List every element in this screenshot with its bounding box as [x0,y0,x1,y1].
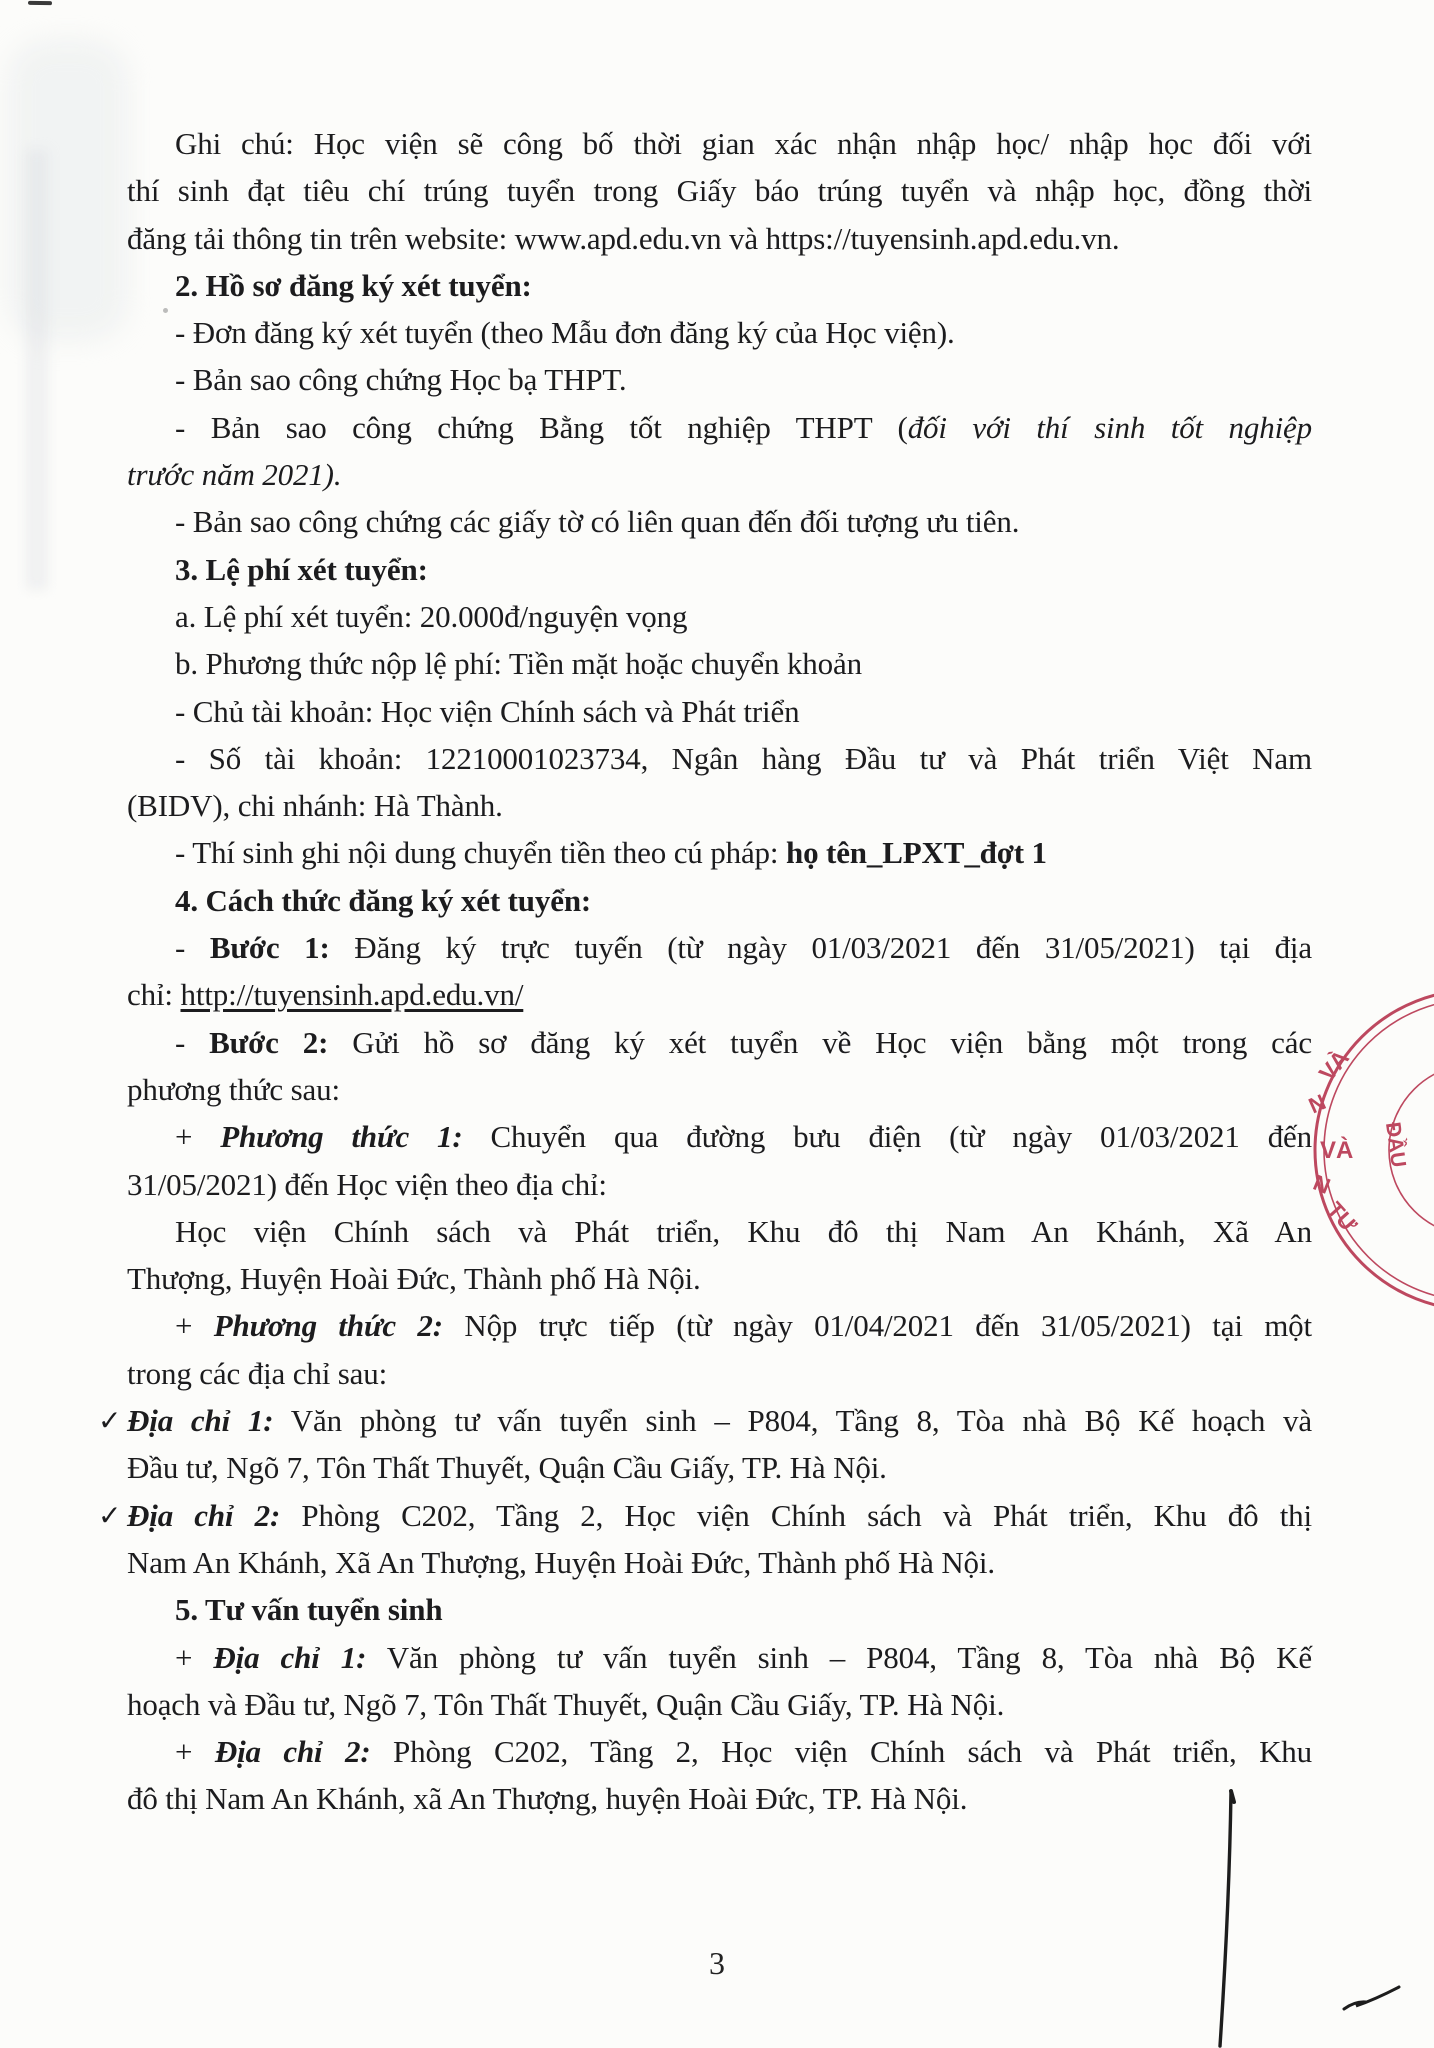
text-run: - Số tài khoản: 12210001023734, Ngân hàng Đầu tư và Phát triển Việt Nam [175,740,1312,776]
text-line [127,640,1312,687]
text-run: Thượng, Huyện Hoài Đức, Thành phố Hà Nội. [127,1261,701,1297]
text-run: Đăng ký trực tuyến (từ ngày 01/03/2021 đến 31/05/2021) tại địa [329,930,1312,966]
text-run: hoạch và Đầu tư, Ngõ 7, Tôn Thất Thuyết, Quận Cầu Giấy, TP. Hà Nội. [127,1686,1005,1722]
text-line [127,829,1312,876]
scan-edge-mark [28,1,52,5]
text-line [127,120,1312,167]
text-line [127,1350,1312,1397]
stamp-letter: VÀ [1320,1137,1354,1164]
checkmark-icon: ✓ [98,1498,122,1532]
text-run: - Bản sao công chứng Học bạ THPT. [175,362,627,398]
text-run: Đầu tư, Ngõ 7, Tôn Thất Thuyết, Quận Cầu Giấy, TP. Hà Nội. [127,1450,887,1486]
text-run: - [175,1024,210,1060]
text-run: Địa chỉ 2: [214,1734,371,1770]
section-3-heading [127,546,1312,593]
text-line [127,1255,1312,1302]
text-line [127,971,1312,1018]
text-run: + [175,1734,215,1770]
text-run: + [175,1308,214,1344]
stamp-letter: N [1304,1089,1330,1119]
text-line [127,1019,1312,1066]
text-line [98,1492,1312,1539]
scan-smudge [26,150,48,590]
text-line [127,1066,1312,1113]
text-line [127,1161,1312,1208]
text-run: 5. Tư vấn tuyển sinh [175,1592,443,1628]
text-run: 2. Hồ sơ đăng ký xét tuyển: [175,267,532,303]
text-run: Ghi chú: Học viện sẽ công bố thời gian xác nhận nhập học/ nhập học đối với [175,126,1312,161]
text-run: họ tên_LPXT_đợt 1 [785,835,1047,871]
text-run: Gửi hồ sơ đăng ký xét tuyển về Học viện bằng một trong các [328,1024,1312,1060]
text-line [127,924,1312,971]
text-line [127,1302,1312,1349]
text-line [127,215,1312,262]
text-run: 3. Lệ phí xét tuyển: [175,551,428,587]
text-line [127,1113,1312,1160]
text-run: Phương thức 2: [213,1308,443,1344]
text-line [127,356,1312,403]
section-5-heading [127,1586,1312,1633]
admission-portal-url: http://tuyensinh.apd.edu.vn/ [180,977,524,1013]
text-run: a. Lệ phí xét tuyển: 20.000đ/nguyện vọng [175,598,688,634]
checkmark-icon: ✓ [98,1404,122,1438]
text-line [127,1444,1312,1491]
text-line [127,735,1312,782]
text-run: Địa chỉ 1: [127,1403,274,1439]
text-run: Bước 2: [209,1024,329,1060]
text-run: Văn phòng tư vấn tuyển sinh – P804, Tầng 8, Tòa nhà Bộ Kế hoạch và [273,1403,1312,1439]
text-run: đối với thí sinh tốt nghiệp [907,409,1312,445]
text-run: đô thị Nam An Khánh, xã An Thượng, huyện Hoài Đức, TP. Hà Nội. [127,1781,968,1817]
text-run: Phòng C202, Tầng 2, Học viện Chính sách và Phát triển, Khu [370,1734,1313,1770]
text-run: Nộp trực tiếp (từ ngày 01/04/2021 đến 31/05/2021) tại một [442,1308,1312,1344]
text-run: Địa chỉ 1: [213,1639,367,1675]
text-run: 4. Cách thức đăng ký xét tuyển: [175,882,592,918]
text-line [127,498,1312,545]
text-run: + [175,1639,214,1675]
stamp-letter: ĐẦU [1380,1120,1410,1169]
text-run: đăng tải thông tin trên website: www.apd.edu.vn và https://tuyensinh.apd.edu.vn. [127,220,1120,256]
text-run: Văn phòng tư vấn tuyển sinh – P804, Tầng 8, Tòa nhà Bộ Kế [366,1639,1312,1675]
text-run: - Bản sao công chứng các giấy tờ có liên quan đến đối tượng ưu tiên. [175,504,1020,540]
text-run: Bước 1: [209,930,330,966]
text-run: chỉ: [127,977,181,1013]
text-run: - Chủ tài khoản: Học viện Chính sách và Phát triển [175,693,800,729]
text-run: b. Phương thức nộp lệ phí: Tiền mặt hoặc chuyển khoản [175,646,862,682]
text-run: Phương thức 1: [220,1119,463,1155]
text-line [127,451,1312,498]
text-run: - Bản sao công chứng Bằng tốt nghiệp THPT ( [175,409,908,445]
text-line [127,1681,1312,1728]
text-line [98,1397,1312,1444]
text-line [127,688,1312,735]
stamp-letter: VÀ [1313,1044,1355,1087]
text-run: - [175,930,210,966]
section-4-heading [127,877,1312,924]
text-line [127,782,1312,829]
text-run: Học viện Chính sách và Phát triển, Khu đô thị Nam An Khánh, Xã An [175,1213,1312,1249]
stamp-letter: TƯ [1322,1197,1363,1238]
text-line [127,1539,1312,1586]
text-run: Nam An Khánh, Xã An Thượng, Huyện Hoài Đức, Thành phố Hà Nội. [127,1544,995,1580]
text-run: trong các địa chỉ sau: [127,1355,388,1391]
text-run: + [175,1119,221,1155]
text-line [127,1634,1312,1681]
text-line [127,404,1312,451]
text-run: Phòng C202, Tầng 2, Học viện Chính sách và Phát triển, Khu đô thị [280,1497,1312,1533]
text-run: - Thí sinh ghi nội dung chuyển tiền theo cú pháp: [175,835,786,871]
pen-squiggle [1344,1987,1399,2009]
text-line [127,1775,1312,1822]
text-run: Địa chỉ 2: [127,1497,281,1533]
text-run: Chuyển qua đường bưu điện (từ ngày 01/03/2021 đến [462,1119,1313,1155]
text-run: phương thức sau: [127,1071,340,1107]
text-run: trước năm 2021). [127,457,342,493]
document-lines [98,120,1313,1823]
page-number: 3 [709,1945,725,1981]
text-line [127,1728,1312,1775]
stamp-letter: N [1309,1169,1334,1200]
section-2-heading [127,262,1312,309]
text-line [127,1208,1312,1255]
text-run: 31/05/2021) đến Học viện theo địa chỉ: [127,1166,607,1202]
text-line [127,309,1312,356]
text-run: (BIDV), chi nhánh: Hà Thành. [127,788,503,824]
text-line [127,167,1312,214]
vertical-pen-stroke [1220,1791,1231,2046]
text-run: - Đơn đăng ký xét tuyển (theo Mẫu đơn đăng ký của Học viện). [175,315,955,351]
text-line [127,593,1312,640]
text-run: thí sinh đạt tiêu chí trúng tuyển trong Giấy báo trúng tuyển và nhập học, đồng thời [127,173,1312,209]
